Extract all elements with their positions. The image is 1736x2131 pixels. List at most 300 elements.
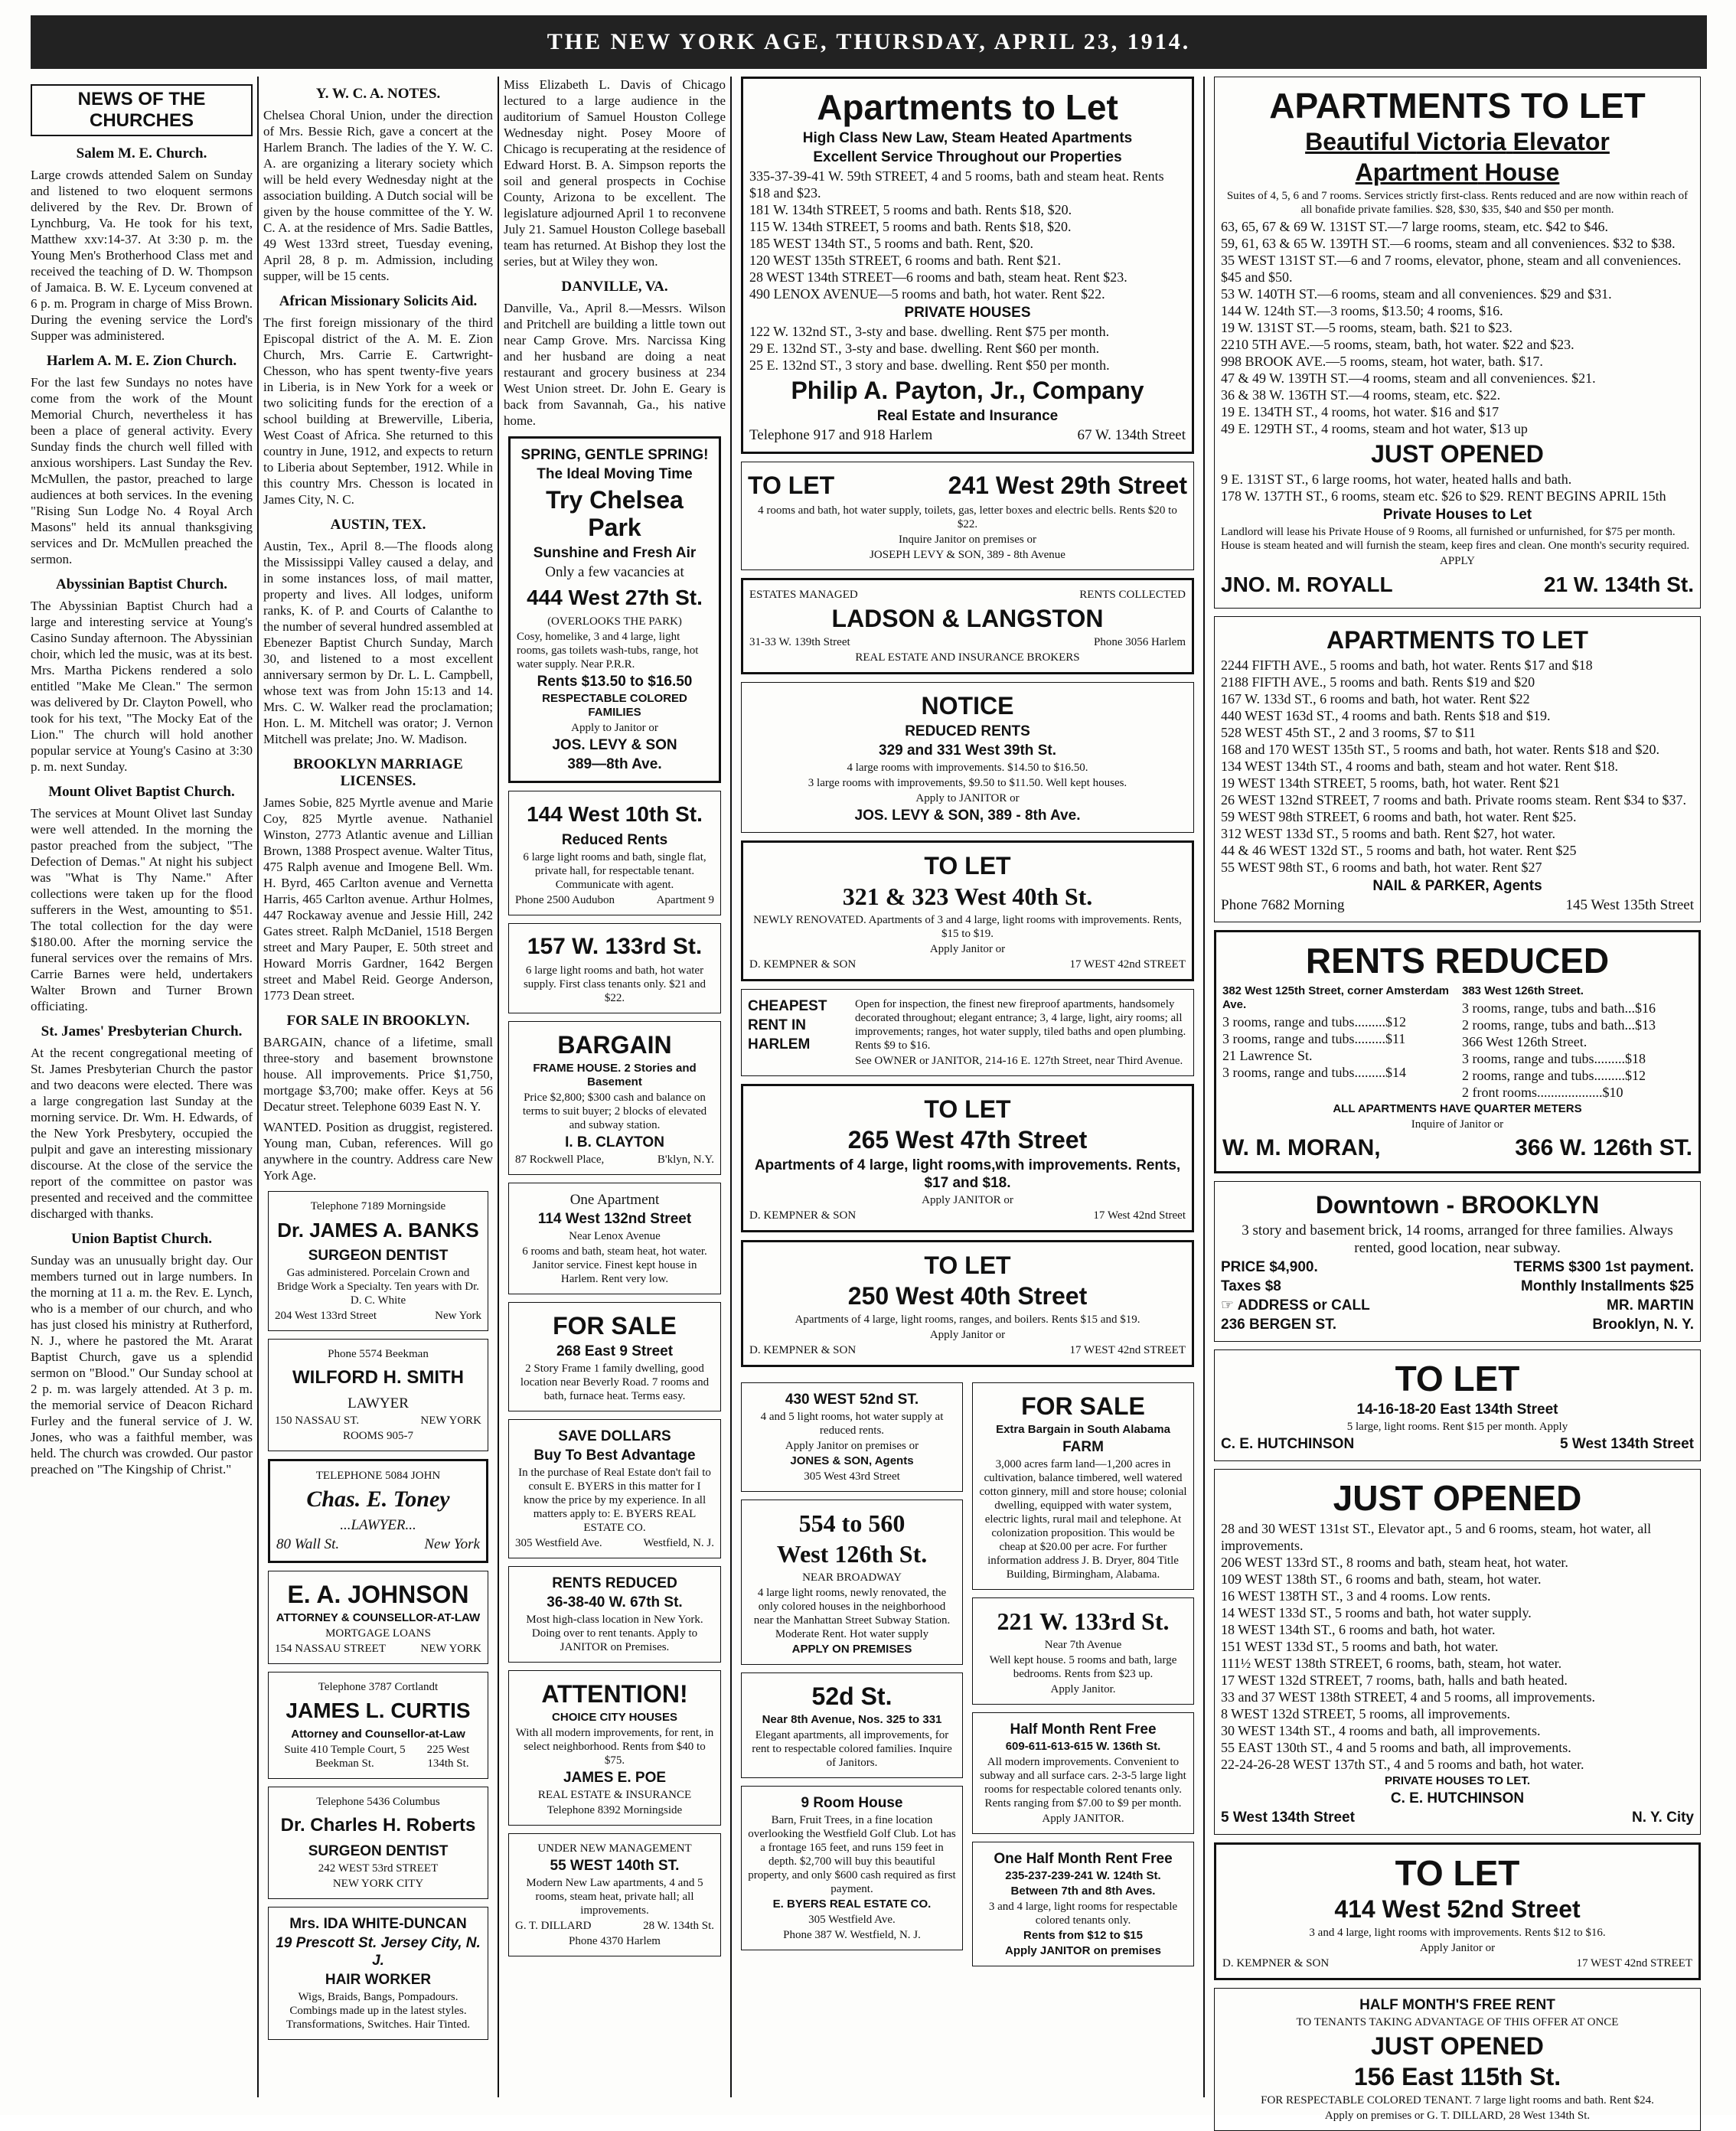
- ad-headline: 52d St.: [811, 1682, 892, 1710]
- ad-headline: JUST OPENED: [1371, 2032, 1544, 2060]
- ad-agent-address: 17 West 42nd Street: [1093, 1209, 1186, 1222]
- article-text: The first foreign missionary of the third Episcopal district of the A. M. E. Zion Church, Mrs. Carrie E. Cartwright-Chesson, who has spent twenty-five years in Liberia, is in New York for a week or two soliciting funds for the erection of a school building at Brewerville, Liberia, West Coast of Africa. She returned to this country in June, 1912, and expects to return to Liberia about September, 1912. While in this country Mrs. Chesson is located in James City, N. C.: [263, 315, 493, 507]
- ad-half-months-free: [1214, 1988, 1701, 2131]
- list-item: 33 and 37 WEST 138th STREET, 4 and 5 rooms, all improvements.: [1221, 1689, 1595, 1705]
- ad-agent-address: 305 West 43rd Street: [804, 1470, 900, 1483]
- ad-address: 414 West 52nd Street: [1334, 1895, 1581, 1923]
- list-item: 111½ WEST 138th STREET, 6 rooms, bath, steam, hot water.: [1221, 1656, 1562, 1671]
- ad-headline: TO LET: [1395, 1853, 1520, 1893]
- ad-just-opened-hutchinson: [1214, 1469, 1701, 1835]
- ad-line: REAL ESTATE & INSURANCE: [537, 1789, 692, 1801]
- ad-word: Victoria: [1416, 128, 1506, 155]
- ad-subheadline: [1221, 128, 1694, 155]
- ad-text: Apartments of 4 large, light rooms, ranges, and boilers. Rents $15 and $19.: [795, 1314, 1140, 1326]
- article-heading: African Missionary Solicits Aid.: [279, 293, 478, 309]
- ad-name: Chas. E. Toney: [306, 1486, 450, 1512]
- list-item: 120 WEST 135th STREET, 6 rooms and bath. Rent $21.: [749, 253, 1061, 268]
- ad-text: 6 large light rooms and bath, hot water supply. First class tenants only. $21 and $22.: [523, 964, 706, 1004]
- ad-address: 67 W. 134th Street: [1077, 427, 1186, 443]
- ad-line: Near 8th Avenue, Nos. 325 to 331: [762, 1713, 942, 1726]
- ad-headline: 114 West 132nd Street: [537, 1211, 692, 1227]
- ad-phone: Phone 387 W. Westfield, N. J.: [783, 1929, 921, 1941]
- rent-table-head: 382 West 125th Street, corner Amsterdam Ave.: [1222, 984, 1449, 1011]
- ad-address: 609-611-613-615 W. 136th St.: [1005, 1740, 1161, 1753]
- ad-address: 444 West 27th St.: [527, 586, 703, 609]
- ad-save-dollars: [508, 1419, 721, 1558]
- ad-address: 250 West 40th Street: [847, 1282, 1088, 1310]
- list-item: 36 & 38 W. 136TH ST.—4 rooms, steam, etc. $22.: [1221, 387, 1501, 403]
- ad-one-half-month: [972, 1842, 1194, 1966]
- list-item: 2 rooms, range, tubs and bath...$13: [1462, 1017, 1656, 1033]
- list-item: 178 W. 137TH ST., 6 rooms, steam etc. $26 to $29. RENT BEGINS APRIL 15th: [1221, 488, 1666, 504]
- ad-agent: D. KEMPNER & SON: [749, 958, 857, 971]
- ad-address: 204 West 133rd Street: [275, 1310, 377, 1322]
- ad-line: Near Lenox Avenue: [569, 1230, 661, 1242]
- ad-phone: Phone 5574 Beekman: [328, 1348, 429, 1360]
- ad-word: Beautiful: [1305, 128, 1411, 155]
- ad-address: 236 BERGEN ST.: [1221, 1317, 1336, 1333]
- list-item: 14 WEST 133d ST., 5 rooms and bath, hot water supply.: [1221, 1605, 1532, 1620]
- ad-line: Apply Janitor or: [929, 943, 1006, 955]
- ad-text: 3 and 4 large, light rooms with improvements. Rents $12 to $16.: [1309, 1927, 1606, 1939]
- ad-52d-st: [741, 1672, 963, 1778]
- ad-headline: 55 WEST 140th ST.: [550, 1858, 680, 1874]
- ad-headline: 430 WEST 52nd ST.: [785, 1392, 919, 1408]
- ad-agent-address: 17 WEST 42nd STREET: [1069, 1344, 1186, 1356]
- list-item: 167 W. 133d ST., 6 rooms and bath, hot water. Rent $22: [1221, 691, 1530, 707]
- ad-name: Dr. Charles H. Roberts: [280, 1815, 476, 1836]
- list-item: 59, 61, 63 & 65 W. 139TH ST.—6 rooms, steam and all conveniences. $32 to $38.: [1221, 236, 1676, 251]
- list-item: 28 WEST 134th STREET—6 rooms and bath, steam heat. Rent $23.: [749, 269, 1127, 285]
- ad-text: 5 large, light rooms. Rent $15 per month. Apply: [1346, 1421, 1568, 1433]
- ad-chelsea-park: [508, 436, 721, 783]
- ad-address: West 126th St.: [776, 1540, 928, 1568]
- ad-line: FARM: [1062, 1439, 1104, 1455]
- list-item: 53 W. 140TH ST.—6 rooms, steam and all conveniences. $29 and $31.: [1221, 286, 1612, 302]
- ad-address: 28 W. 134th St.: [643, 1920, 714, 1932]
- ad-text: Elegant apartments, all improvements, for rent to respectable colored families. Inquire of Janitors.: [752, 1729, 952, 1769]
- article-heading: St. James' Presbyterian Church.: [41, 1023, 243, 1039]
- ad-agent: D. KEMPNER & SON: [749, 1344, 857, 1356]
- ad-headline: LADSON & LANGSTON: [831, 605, 1104, 632]
- ad-headline: HARLEM: [748, 1036, 811, 1052]
- column-rule: [257, 77, 259, 2097]
- ad-address: 150 NASSAU ST.: [275, 1415, 360, 1427]
- ad-agent: W. M. MORAN,: [1222, 1135, 1381, 1160]
- ad-johnson: [268, 1571, 488, 1664]
- ad-headline: 157 W. 133rd St.: [527, 934, 703, 959]
- ad-rents-reduced-67th: [508, 1566, 721, 1663]
- article-heading: DANVILLE, VA.: [561, 279, 668, 295]
- ad-241-west-29th: [741, 462, 1194, 570]
- list-item: 3 rooms, range and tubs.........$18: [1462, 1051, 1646, 1066]
- ad-line: NEAR BROADWAY: [802, 1571, 902, 1584]
- ad-agent: JAMES E. POE: [563, 1770, 667, 1786]
- ad-title: LAWYER: [348, 1395, 409, 1411]
- ad-name: Mrs. IDA WHITE-DUNCAN: [289, 1916, 467, 1932]
- ad-address: 36-38-40 W. 67th St.: [547, 1594, 683, 1610]
- list-item: 206 WEST 133rd ST., 8 rooms and bath, steam heat, hot water.: [1221, 1555, 1568, 1570]
- ad-line: Real Estate and Insurance: [876, 408, 1059, 424]
- ad-line: TO TENANTS TAKING ADVANTAGE OF THIS OFFER AT ONCE: [1296, 2016, 1619, 2028]
- ad-title: ATTORNEY & COUNSELLOR-AT-LAW: [276, 1611, 481, 1624]
- ad-cheapest-rent: [741, 989, 1194, 1076]
- ad-city: Brooklyn, N. Y.: [1592, 1317, 1694, 1333]
- ad-agent: E. BYERS REAL ESTATE CO.: [772, 1898, 932, 1911]
- ad-name: E. A. JOHNSON: [287, 1581, 469, 1608]
- ad-line: Near 7th Avenue: [1044, 1639, 1122, 1651]
- ad-room: ROOMS 905-7: [342, 1430, 414, 1442]
- ad-agent: JOS. LEVY & SON: [552, 737, 677, 753]
- ad-rent: Rents from $12 to $15: [1023, 1929, 1143, 1942]
- ad-taxes: Taxes $8: [1221, 1278, 1281, 1294]
- ad-address: 329 and 331 West 39th St.: [879, 742, 1056, 759]
- list-item: 2 front rooms...................$10: [1462, 1085, 1623, 1100]
- ad-bargain: [508, 1021, 721, 1175]
- ad-line: RESPECTABLE COLORED FAMILIES: [542, 692, 687, 719]
- ad-address: 156 East 115th St.: [1353, 2063, 1561, 2090]
- list-item: 21 Lawrence St.: [1222, 1048, 1313, 1063]
- ad-title: Attorney and Counsellor-at-Law: [291, 1728, 465, 1741]
- ad-line: (OVERLOOKS THE PARK): [547, 615, 682, 628]
- ad-text: Barn, Fruit Trees, in a fine location overlooking the Westfield Golf Club. Lot has a frontage 165 feet, and runs 159 feet in depth. $2,700 will buy this beautiful property, and only $600 cash required as first payment.: [748, 1814, 956, 1895]
- ad-phone: Telephone 7189 Morningside: [310, 1200, 446, 1212]
- ad-headline: SAVE DOLLARS: [558, 1428, 671, 1444]
- ad-subhead: Private Houses to Let: [1382, 507, 1532, 523]
- list-item: 2188 FIFTH AVE., 5 rooms and bath. Rents $19 and $20: [1221, 674, 1535, 690]
- ad-headline: 221 W. 133rd St.: [997, 1607, 1170, 1635]
- list-item: 151 WEST 133d ST., 5 rooms and bath, hot water.: [1221, 1639, 1499, 1654]
- ad-address: 145 West 135th Street: [1565, 897, 1694, 913]
- ad-address: 241 West 29th Street: [948, 472, 1187, 499]
- ad-line: RENTS COLLECTED: [1079, 589, 1186, 601]
- ad-agent-address: 17 WEST 42nd STREET: [1576, 1957, 1692, 1969]
- ad-line: UNDER NEW MANAGEMENT: [537, 1842, 692, 1855]
- article-heading: Harlem A. M. E. Zion Church.: [46, 353, 237, 369]
- list-item: 3 rooms, range and tubs.........$14: [1222, 1065, 1406, 1080]
- ad-line: CHOICE CITY HOUSES: [552, 1711, 677, 1724]
- ad-text: With all modern improvements, for rent, in select neighborhood. Rents from $40 to $75.: [515, 1727, 714, 1767]
- ad-phone: Telephone 8392 Morningside: [547, 1804, 683, 1816]
- column-rule: [498, 77, 499, 2097]
- list-item: 312 WEST 133d ST., 5 rooms and bath. Rent $27, hot water.: [1221, 826, 1555, 841]
- ad-address: 366 W. 126th ST.: [1515, 1135, 1692, 1160]
- ad-address: 19 Prescott St. Jersey City, N. J.: [276, 1935, 481, 1969]
- ad-agent-address: 389—8th Ave.: [567, 756, 662, 772]
- ad-subhead: PRIVATE HOUSES: [904, 305, 1031, 321]
- ad-headline: One Half Month Rent Free: [994, 1851, 1173, 1867]
- masthead: THE NEW YORK AGE, THURSDAY, APRIL 23, 1914.: [31, 15, 1707, 69]
- article-text: Large crowds attended Salem on Sunday and listened to two eloquent sermons delivered by the Rev. Dr. Brown of Lynchburg, Va. He took for his text, Matthew xxv:14-37. At 3:30 p. m. the Young Men's Brotherhood Class met and received the teaching of D. W. Thompson of Jamaica. B. W. E. Lyceum convened at 6 p. m. Program in charge of Miss Brown. During the evening service the Lord's Supper was administered.: [31, 168, 253, 343]
- ad-west-126th: [741, 1500, 963, 1665]
- ad-text: Well kept house. 5 rooms and bath, large bedrooms. Rents from $23 up.: [989, 1654, 1177, 1680]
- article-heading: AUSTIN, TEX.: [330, 517, 426, 533]
- ad-headline: TO LET: [924, 852, 1011, 879]
- list-item: 30 WEST 134th ST., 4 rooms and bath, all improvements.: [1221, 1723, 1541, 1738]
- ad-agent: JOS. LEVY & SON, 389 - 8th Ave.: [854, 808, 1081, 824]
- ad-text: 3 and 4 large, light rooms for respectable colored tenants only.: [988, 1901, 1178, 1927]
- column-notes: [263, 77, 493, 2097]
- ad-name: WILFORD H. SMITH: [292, 1367, 464, 1388]
- ad-text: Most high-class location in New York. Doing over to rent tenants. Apply to JANITOR on Premises.: [526, 1614, 703, 1653]
- ad-text: Landlord will lease his Private House of 9 Rooms, all furnished or unfurnished, for $75 per month. House is steam heated and will furnish the steam, keep fires and clean. One month's security required.: [1221, 526, 1690, 552]
- ad-line: High Class New Law, Steam Heated Apartments: [802, 130, 1133, 146]
- ad-address: 14-16-18-20 East 134th Street: [1356, 1402, 1558, 1418]
- ad-414-west-52nd: [1214, 1842, 1701, 1980]
- two-column-block: [736, 1375, 1199, 1974]
- list-item: 28 and 30 WEST 131st ST., Elevator apt., 5 and 6 rooms, steam, hot water, all improvements.: [1221, 1521, 1652, 1553]
- ad-text: 4 rooms and bath, hot water supply, toilets, gas, letter boxes and electric bells. Rents $20 to $22.: [758, 504, 1177, 530]
- column-rule: [1203, 77, 1205, 2097]
- ad-line: Apply Janitor on premises or: [785, 1440, 919, 1452]
- ad-agent: JNO. M. ROYALL: [1221, 573, 1393, 596]
- ad-word: Apartment: [1355, 158, 1478, 186]
- list-item: 122 W. 132nd ST., 3-sty and base. dwelling. Rent $75 per month.: [749, 324, 1110, 339]
- ad-headline: 144 West 10th St.: [527, 802, 703, 826]
- article-text: The Abyssinian Baptist Church had a large and interesting service at Young's Casino Sunday afternoon. The Abyssinian choir, which led the music, was at its best. Mrs. Martha Pickens rendered a solo entitled "Make Me Clean." The sermon was delivered by Dr. Clayton Powell, who took for his text, "The Mocky Eat of the Lion." The church will hold another popular service at Young's Casino at 3:30 p. m. next Sunday.: [31, 599, 253, 774]
- article-text: At the recent congregational meeting of St. James Presbyterian Church the pastor and two deacons were elected. There was a large congregation last Sunday at the morning service. Dr. Wm. H. Edwards, of the New York Presbytery, occupied the pulpit and gave an interesting missionary discourse. At the close of the service the report of the committee on pastor was presented and received and the committee discharged with thanks.: [31, 1046, 253, 1221]
- ad-headline: 554 to 560: [798, 1509, 906, 1537]
- ad-curtis: [268, 1672, 488, 1779]
- ad-city: N. Y. City: [1632, 1810, 1694, 1826]
- ad-headline: RENTS REDUCED: [552, 1575, 677, 1591]
- ad-headline: TO LET: [924, 1095, 1011, 1123]
- ad-address: 235-237-239-241 W. 124th St.: [1005, 1869, 1161, 1882]
- sub-column-left: [736, 1375, 968, 1974]
- list-item: 19 W. 131ST ST.—5 rooms, steam, bath. $21 to $23.: [1221, 320, 1512, 335]
- sub-column-right: [968, 1375, 1199, 1974]
- ad-9-room-house: [741, 1786, 963, 1950]
- ad-221-w-133rd: [972, 1597, 1194, 1705]
- ad-word: House: [1484, 158, 1560, 186]
- article-text: WANTED. Position as druggist, registered. Young man, Cuban, references. Will go anywhere in the country. Address care New York Age.: [263, 1120, 493, 1183]
- ad-address: 5 West 134th Street: [1560, 1436, 1694, 1452]
- ad-name: Dr. JAMES A. BANKS: [277, 1219, 479, 1242]
- ad-line: Inquire Janitor on premises or: [899, 534, 1036, 546]
- article-text: Miss Elizabeth L. Davis of Chicago lectured to a large audience in the auditorium of Samuel Houston College Wednesday night. Posey Moore of Chicago is recuperating at the residence of Edward Horst. B. A. Simpson reports the soil and general prospects in Cochise County, Arizona to be excellent. The legislature adjourned April 1 to reconvene July 21. Samuel Houston College baseball team has returned. At Bishop they lost the series, but at Wiley they won.: [504, 77, 726, 269]
- ad-headline: Apartments to Let: [817, 87, 1118, 127]
- ad-agent: JONES & SON, Agents: [790, 1454, 914, 1467]
- ad-address: 80 Wall St.: [276, 1536, 340, 1552]
- ad-address: 31-33 W. 139th Street: [749, 636, 850, 648]
- ad-address: Suite 410 Temple Court, 5 Beekman St.: [284, 1744, 406, 1770]
- article-text: The services at Mount Olivet last Sunday were well attended. In the morning the pastor preached from the subject, "The Defection of Demas." At night his subject was "What is Thy Name." After collections were taken up for the flood sufferers in the West, amounting to $51. The total collection for the day were $180.00. After the morning service the funeral services over the remains of Mrs. Carrie Barnes were held, undertakers Walter Brown and Turner Brown officiating.: [31, 806, 253, 1013]
- ad-for-sale-farm: [972, 1382, 1194, 1590]
- ad-430-west-52nd: [741, 1382, 963, 1492]
- ad-headline: APARTMENTS TO LET: [1326, 626, 1588, 654]
- ad-line: Reduced Rents: [561, 832, 668, 848]
- ad-headline: Downtown - BROOKLYN: [1315, 1191, 1600, 1219]
- ad-line: Between 7th and 8th Aves.: [1010, 1885, 1156, 1898]
- article-text: Sunday was an unusually bright day. Our members turned out in large numbers. In the morning at 11 a. m. the Rev. E. Lynch, who is a member of our church, and who has just closed his ministry at Rutherford, N. J., where he pastored the Mt. Ararat Baptist Church, gave us a splendid sermon on "Blood." Our Sunday school at 2 p. m. was largely attended. At 3 p. m. the memorial service of Deacon Richard Furley and the funeral service of J. W. Jones, who was a faithful member, was held. The church was crowded. Our pastor preached on "The Kingship of Christ.": [31, 1253, 253, 1477]
- ad-address: 5 West 134th Street: [1221, 1810, 1355, 1826]
- ad-name: JAMES L. CURTIS: [286, 1699, 471, 1722]
- ad-headline: 9 Room House: [801, 1795, 903, 1811]
- ad-headline: RENTS REDUCED: [1305, 941, 1610, 981]
- ad-55-west-140th: [508, 1833, 721, 1956]
- list-item: 55 EAST 130th ST., 4 and 5 rooms and bath, all improvements.: [1221, 1740, 1571, 1755]
- ad-144-west-10th: [508, 791, 721, 915]
- article-heading: FOR SALE IN BROOKLYN.: [286, 1013, 470, 1029]
- ad-agent-address: 17 WEST 42nd STREET: [1069, 958, 1186, 971]
- ad-terms: TERMS $300 1st payment.: [1513, 1259, 1694, 1275]
- list-item: 144 W. 124th ST.—3 rooms, $13.50; 4 rooms, $16.: [1221, 303, 1503, 318]
- apartment-list: [749, 168, 1186, 302]
- ad-321-west-40th: [741, 840, 1194, 981]
- list-item: 168 and 170 WEST 135th ST., 5 rooms and bath, hot water. Rents $18 and $20.: [1221, 742, 1659, 757]
- ad-line: Apply Janitor or: [929, 1329, 1006, 1341]
- ad-monthly: Monthly Installments $25: [1521, 1278, 1694, 1294]
- ad-line: Excellent Service Throughout our Properties: [813, 149, 1122, 165]
- ad-phone: Telephone 917 and 918 Harlem: [749, 427, 933, 443]
- ad-roberts: [268, 1787, 488, 1899]
- ad-text: 6 large light rooms and bath, single flat, private hall, for respectable tenant. Communicate with agent.: [523, 851, 706, 891]
- ad-text: Price $2,800; $300 cash and balance on terms to suit buyer; 2 blocks of elevated and subway station.: [522, 1092, 707, 1131]
- ad-agent: G. T. DILLARD: [515, 1920, 592, 1932]
- ad-line: Apply Janitor or: [1419, 1942, 1496, 1954]
- list-item: 63, 65, 67 & 69 W. 131ST ST.—7 large rooms, steam, etc. $42 to $46.: [1221, 219, 1608, 234]
- ad-banks: [268, 1191, 488, 1331]
- ad-text: All modern improvements. Convenient to subway and all surface cars. 2-3-5 large light rooms for respectable colored tenants only. Rents ranging from $7.00 to $9 per month.: [980, 1756, 1186, 1810]
- ad-text: 4 large rooms with improvements. $14.50 to $16.50.: [847, 762, 1088, 774]
- ad-city: NEW YORK: [420, 1643, 481, 1655]
- ad-157-w-133rd: [508, 923, 721, 1013]
- ad-agent: MR. MARTIN: [1607, 1297, 1694, 1314]
- list-item: 17 WEST 132d STREET, 7 rooms, bath, halls and bath heated.: [1221, 1672, 1568, 1688]
- list-item: 490 LENOX AVENUE—5 rooms and bath, hot water. Rent $22.: [749, 286, 1105, 302]
- ad-text: Cosy, homelike, 3 and 4 large, light rooms, gas toilets wash-tubs, range, hot water supply. Near P.R.R.: [517, 631, 699, 671]
- article-heading: Union Baptist Church.: [71, 1231, 212, 1247]
- ad-victoria: [1214, 77, 1701, 609]
- list-item: 335-37-39-41 W. 59th STREET, 4 and 5 rooms, bath and steam heat. Rents $18 and $23.: [749, 168, 1164, 201]
- ad-text: Apartments of 4 large, light rooms,with improvements. Rents, $17 and $18.: [754, 1157, 1181, 1191]
- ad-phone: Phone 4370 Harlem: [569, 1935, 661, 1947]
- ad-downtown-brooklyn: [1214, 1181, 1701, 1342]
- list-item: 25 E. 132nd ST., 3 story and base. dwelling. Rent $50 per month.: [749, 357, 1110, 373]
- list-item: 18 WEST 134th ST., 6 rooms and bath, hot water.: [1221, 1622, 1496, 1637]
- ad-line: Apply JANITOR.: [1042, 1813, 1124, 1825]
- ad-line: ALL APARTMENTS HAVE QUARTER METERS: [1333, 1102, 1582, 1115]
- ad-text: 4 and 5 light rooms, hot water supply at reduced rents.: [760, 1411, 944, 1437]
- ad-address: 305 Westfield Ave.: [515, 1537, 602, 1549]
- ad-phone: Telephone 3787 Cortlandt: [318, 1681, 439, 1693]
- ad-rents-reduced-moran: [1214, 930, 1701, 1173]
- ad-line: APPLY ON PREMISES: [791, 1643, 912, 1656]
- ad-text: Gas administered. Porcelain Crown and Bridge Work a Specialty. Ten years with Dr. D. C. White: [276, 1267, 480, 1307]
- pointing-hand-icon: ☞ ADDRESS or CALL: [1221, 1297, 1370, 1314]
- ad-title: SURGEON DENTIST: [308, 1248, 449, 1264]
- ad-city: New York: [435, 1310, 481, 1322]
- ad-text: 3 large rooms with improvements, $9.50 to $11.50. Well kept houses.: [808, 777, 1127, 789]
- ad-text: In the purchase of Real Estate don't fail to consult E. BYERS in this matter for I know the price by my experience. In all matters apply to: E. BYERS REAL ESTATE CO.: [518, 1467, 711, 1534]
- list-item: 528 WEST 45th ST., 2 and 3 rooms, $7 to $11: [1221, 725, 1476, 740]
- ad-headline: Half Month Rent Free: [1010, 1721, 1157, 1738]
- ad-city: NEW YORK: [420, 1415, 481, 1427]
- ad-address: 268 East 9 Street: [556, 1343, 674, 1359]
- ad-line: SPRING, GENTLE SPRING!: [520, 447, 709, 463]
- ad-subhead: JUST OPENED: [1371, 440, 1544, 468]
- list-item: 55 WEST 98th ST., 6 rooms and bath, hot water. Rent $27: [1221, 860, 1542, 875]
- apartment-list: [1221, 1520, 1694, 1773]
- ad-line: Inquire of Janitor or: [1411, 1118, 1504, 1131]
- ad-line: REDUCED RENTS: [905, 723, 1030, 739]
- ad-duncan: [268, 1907, 488, 2040]
- ad-text: Modern New Law apartments, 4 and 5 rooms, steam heat, private hall; all improvements.: [526, 1877, 703, 1917]
- list-item: 59 WEST 98th STREET, 6 rooms and bath, hot water. Rent $25.: [1221, 809, 1577, 824]
- list-item: 2210 5TH AVE.—5 rooms, steam, bath, hot water. $22 and $23.: [1221, 337, 1574, 352]
- ad-line: Apply on premises or G. T. DILLARD, 28 West 134th St.: [1324, 2110, 1591, 2122]
- ad-headline: FOR SALE: [553, 1312, 677, 1340]
- ad-subhead: PRIVATE HOUSES TO LET.: [1384, 1774, 1531, 1787]
- ad-text: 3,000 acres farm land—1,200 acres in cultivation, balance timbered, well watered cotton ginnery, mill and store house; colonial dwelling, equipped with water system, electric lights, rural mail and telephone. At colonization proposition. This would be cheap at $20.00 per acre. For further information address J. B. Dryer, 804 Title Building, Birmingham, Alabama.: [979, 1458, 1187, 1581]
- ad-subtitle: MORTGAGE LOANS: [325, 1627, 431, 1640]
- ad-phone: Phone 7682 Morning: [1221, 897, 1345, 913]
- apartment-list: [1221, 218, 1694, 437]
- ad-text: FOR RESPECTABLE COLORED TENANT. 7 large light rooms and bath. Rent $24.: [1261, 2094, 1654, 2107]
- rent-table-head: 383 West 126th Street.: [1462, 984, 1584, 997]
- article-text: Chelsea Choral Union, under the direction of Mrs. Bessie Rich, gave a concert at the Harlem Branch. The ladies of the Y. W. C. A. are organizing a literary society which will be held every Wednesday night at the association building. A Dutch social will be given by the house committee of the Y. W. C. A. at the residence of Mrs. Sadie Battles, 49 West 133rd street, Tuesday evening, April 28, 8 p. m. Admission, including supper, will be 15 cents.: [263, 108, 493, 283]
- ad-text: 2 Story Frame 1 family dwelling, good location near Beverly Road. 7 rooms and bath, furnace heat. Terms easy.: [520, 1362, 710, 1402]
- ad-city: B'klyn, N.Y.: [657, 1154, 714, 1166]
- ad-title: HAIR WORKER: [325, 1972, 432, 1988]
- list-item: 134 WEST 134th ST., 4 rooms and bath, steam and hot water. Rent $18.: [1221, 759, 1618, 774]
- ad-line: FRAME HOUSE. 2 Stories and Basement: [533, 1062, 697, 1088]
- article-text: Austin, Tex., April 8.—The floods along the Mississippi Valley caused a delay, and in some instances loss, of mail matter, property and lives. All lodges, uniform ranks, K. of P. and Courts of Calanthe to the number of several hundred assembled at Ebenezer Baptist Church Sunday, March 30, and listened to a most excellent anniversary sermon by Dr. L. L. Campbell, whose text was from John 15:13 and 14. Mrs. C. W. Walker read the proclamation; Hon. L. M. Mitchell was orator; J. Vernon Mitchell was prelate; Jno. W. Madison.: [263, 539, 493, 746]
- ad-line: HALF MONTH'S FREE RENT: [1359, 1997, 1555, 2013]
- ad-text: 6 rooms and bath, steam heat, hot water. Janitor service. Finest kept house in Harlem. Rent very low.: [522, 1245, 707, 1285]
- ad-address: 21 W. 134th St.: [1543, 573, 1694, 596]
- ad-agent: C. E. HUTCHINSON: [1221, 1436, 1355, 1452]
- ad-line: Apply to JANITOR or: [915, 792, 1020, 804]
- ad-headline: JUST OPENED: [1333, 1478, 1582, 1518]
- rent-tables: [1222, 983, 1692, 1101]
- ad-price: PRICE $4,900.: [1221, 1259, 1318, 1275]
- article-heading: Mount Olivet Baptist Church.: [48, 784, 235, 800]
- list-item: 115 W. 134th STREET, 5 rooms and bath. Rents $18, $20.: [749, 219, 1072, 234]
- ad-headline: BARGAIN: [557, 1031, 672, 1059]
- article-heading: Y. W. C. A. NOTES.: [315, 86, 441, 102]
- list-item: 8 WEST 132d STREET, 5 rooms, all improvements.: [1221, 1706, 1510, 1721]
- article-heading: BROOKLYN MARRIAGE LICENSES.: [293, 756, 463, 789]
- ad-headline: CHEAPEST: [748, 998, 827, 1014]
- ad-text: Wigs, Braids, Bangs, Pompadours. Combings made up in the latest styles. Transformations, Switches. Hair Tinted.: [286, 1991, 471, 2031]
- column-rule: [730, 77, 732, 2097]
- list-item: 35 WEST 131ST ST.—6 and 7 rooms, elevator, phone, steam and all conveniences. $45 and $50.: [1221, 253, 1682, 285]
- list-item: 9 E. 131ST ST., 6 large rooms, hot water, heated halls and bath.: [1221, 472, 1572, 487]
- ad-phone: Phone 3056 Harlem: [1094, 636, 1186, 648]
- ad-title: ...LAWYER...: [340, 1517, 416, 1533]
- list-item: 440 WEST 163d ST., 4 rooms and bath. Rents $18 and $19.: [1221, 708, 1551, 723]
- list-item: 366 West 126th Street.: [1462, 1034, 1588, 1049]
- list-item: 16 WEST 138TH ST., 3 and 4 rooms. Low rents.: [1221, 1588, 1491, 1604]
- ad-line: Only a few vacancies at: [545, 564, 684, 580]
- list-item: 22-24-26-28 WEST 137th ST., 4 and 5 rooms and bath, hot water.: [1221, 1757, 1584, 1772]
- ad-line: Apply to Janitor or: [571, 722, 658, 734]
- ad-headline: TO LET: [1395, 1359, 1520, 1398]
- ad-headline: TO LET: [924, 1252, 1011, 1279]
- article-text: BARGAIN, chance of a lifetime, small three-story and basement brownstone house. All improvements. Price $1,750, mortgage $3,700; make offer. Keys at 56 Decatur street. Telephone 6039 East N. Y.: [263, 1035, 493, 1114]
- list-item: 19 E. 134TH ST., 4 rooms, hot water. $16 and $17: [1221, 404, 1499, 419]
- ad-250-west-40th: [741, 1240, 1194, 1367]
- list-item: 47 & 49 W. 139TH ST.—4 rooms, steam and all conveniences. $21.: [1221, 370, 1596, 386]
- ad-headline: FOR SALE: [1021, 1392, 1145, 1420]
- ad-for-sale-268: [508, 1302, 721, 1411]
- ad-city: NEW YORK CITY: [332, 1878, 424, 1890]
- ad-ladson-langston: [741, 578, 1194, 674]
- ad-address: 265 West 47th Street: [847, 1126, 1088, 1154]
- rent-table: [1222, 1013, 1453, 1081]
- ad-text: 4 large light rooms, newly renovated, the only colored houses in the neighborhood near the Manhattan Street Subway Station. Moderate Rent. Hot water supply: [753, 1587, 951, 1640]
